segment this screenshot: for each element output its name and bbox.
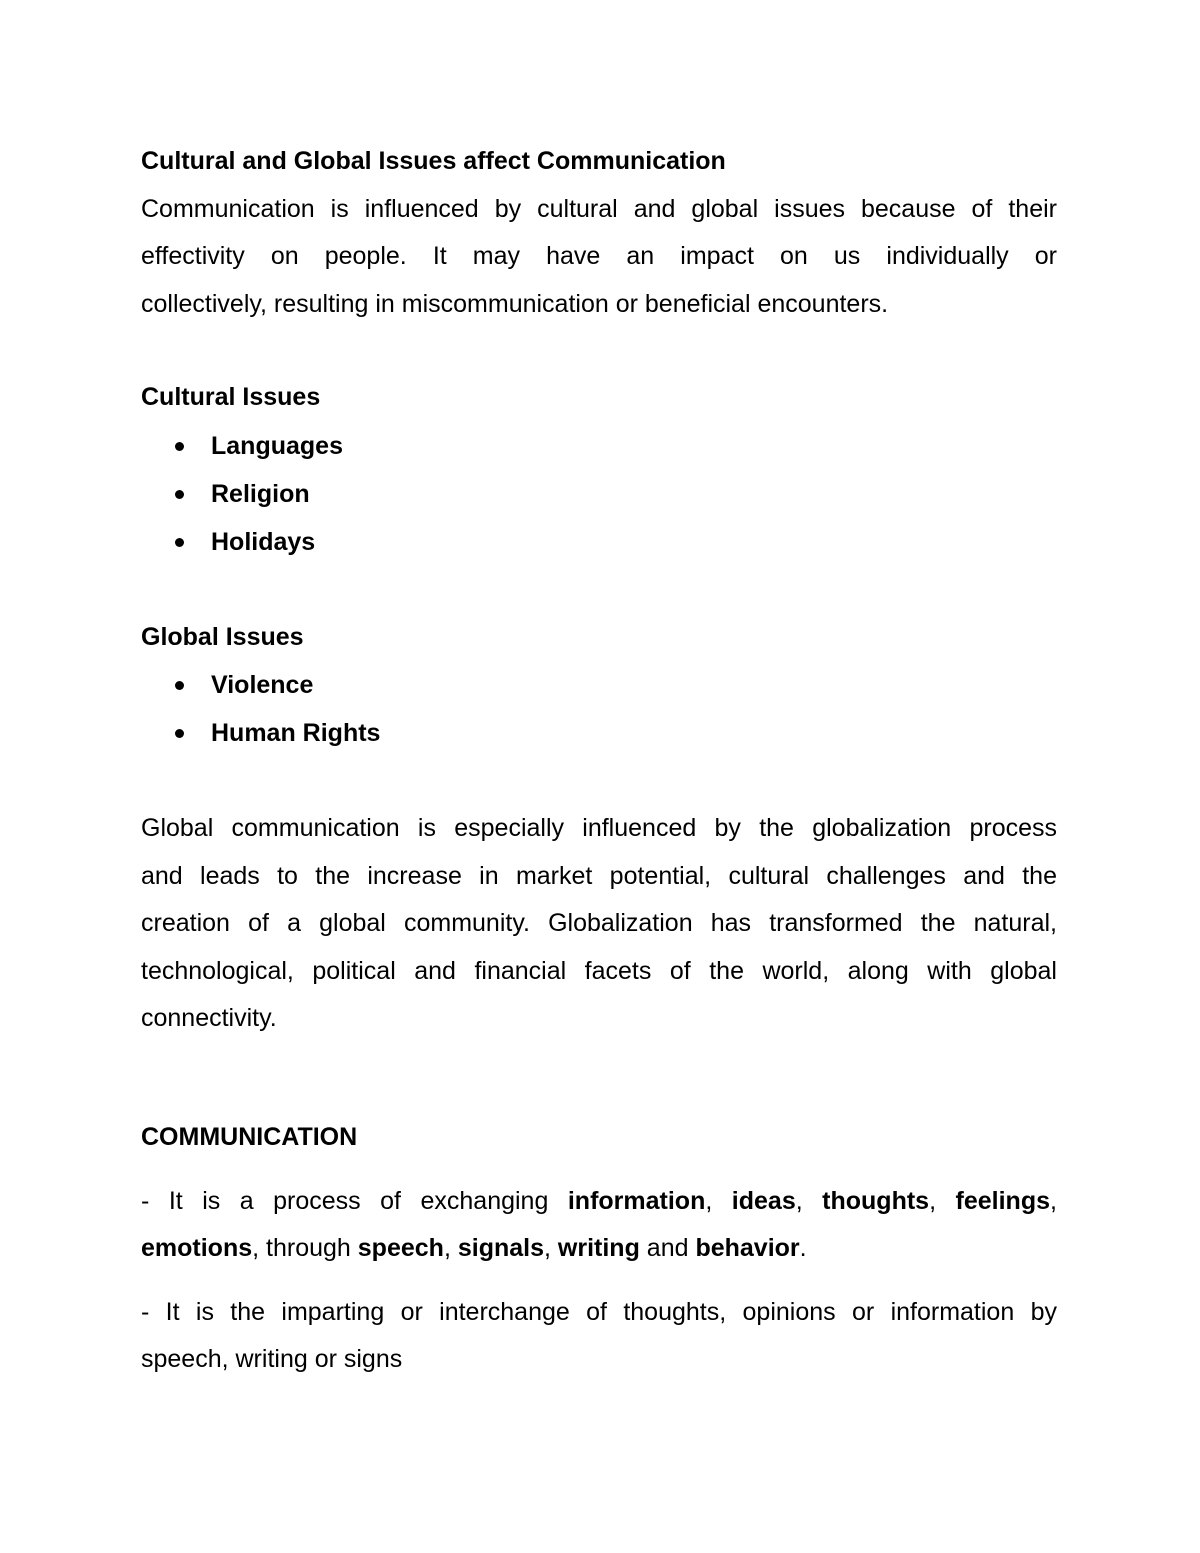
intro-line-2: effectivity on people. It may have an impact on us individually or [141,242,1057,270]
cultural-issues-list [141,422,1057,566]
definition-text: , [443,1234,458,1262]
keyword: behavior [695,1234,800,1262]
spacer [141,566,1057,614]
list-item [141,518,1057,566]
list-item [141,709,1057,757]
keyword: thoughts [822,1187,930,1215]
keyword: writing [557,1234,640,1262]
definition-text: . [799,1234,807,1262]
document-title: Cultural and Global Issues affect Communication [141,147,726,175]
keyword: ideas [731,1187,796,1215]
bullet-icon [175,490,184,499]
definition-text: and [639,1234,696,1262]
definition-1 [141,1178,1057,1272]
definition-text: , [705,1187,732,1215]
keyword: emotions [141,1234,253,1262]
global-paragraph-line-3: creation of a global community. Globalization has transformed the natural, [141,909,1057,937]
spacer [141,328,1057,374]
list-item-label: Human Rights [211,719,381,747]
list-item-label: Religion [211,479,310,508]
spacer [141,1161,1057,1178]
list-item [141,661,1057,709]
definition-text: , [544,1234,558,1262]
keyword: information [567,1187,706,1215]
definition-2-line-2: speech, writing or signs [141,1345,403,1373]
definition-1-line-2 [141,1225,1057,1272]
global-paragraph-line-4: technological, political and financial facets of the world, along with global [141,956,1057,985]
global-issues-list [141,661,1057,757]
list-item [141,470,1057,518]
definition-text: , [929,1187,956,1215]
bullet-icon [175,442,184,451]
spacer [141,757,1057,805]
definition-text: , [1050,1187,1057,1215]
definition-text: , [795,1187,823,1215]
bullet-icon [175,538,184,547]
spacer [141,1043,1057,1114]
list-item-label: Languages [211,431,343,460]
bullet-icon [175,681,184,690]
global-issues-heading: Global Issues [141,622,304,651]
spacer [141,1272,1057,1289]
intro-line-1: Communication is influenced by cultural and global issues because of their [141,194,1057,223]
global-paragraph-line-1: Global communication is especially influenced by the globalization process [141,814,1057,842]
list-item-label: Violence [211,671,314,699]
keyword: speech [357,1234,444,1262]
definition-text: , through [252,1234,358,1262]
communication-heading: COMMUNICATION [141,1122,358,1151]
definition-text: - It is a process of exchanging [141,1187,568,1215]
cultural-issues-heading: Cultural Issues [141,383,321,411]
global-paragraph-line-2: and leads to the increase in market potential, cultural challenges and the [141,861,1057,890]
intro-line-3: collectively, resulting in miscommunication or beneficial encounters. [141,289,889,318]
definition-2-line-1: - It is the imparting or interchange of thoughts, opinions or information by [141,1298,1057,1326]
keyword: feelings [955,1187,1051,1215]
definition-1-line-1 [141,1178,1057,1225]
document-page [141,138,1057,1383]
list-item-label: Holidays [211,527,316,556]
bullet-icon [175,729,184,738]
keyword: signals [457,1234,544,1262]
list-item [141,422,1057,470]
global-paragraph-line-5: connectivity. [141,1004,277,1032]
definition-2 [141,1289,1057,1383]
